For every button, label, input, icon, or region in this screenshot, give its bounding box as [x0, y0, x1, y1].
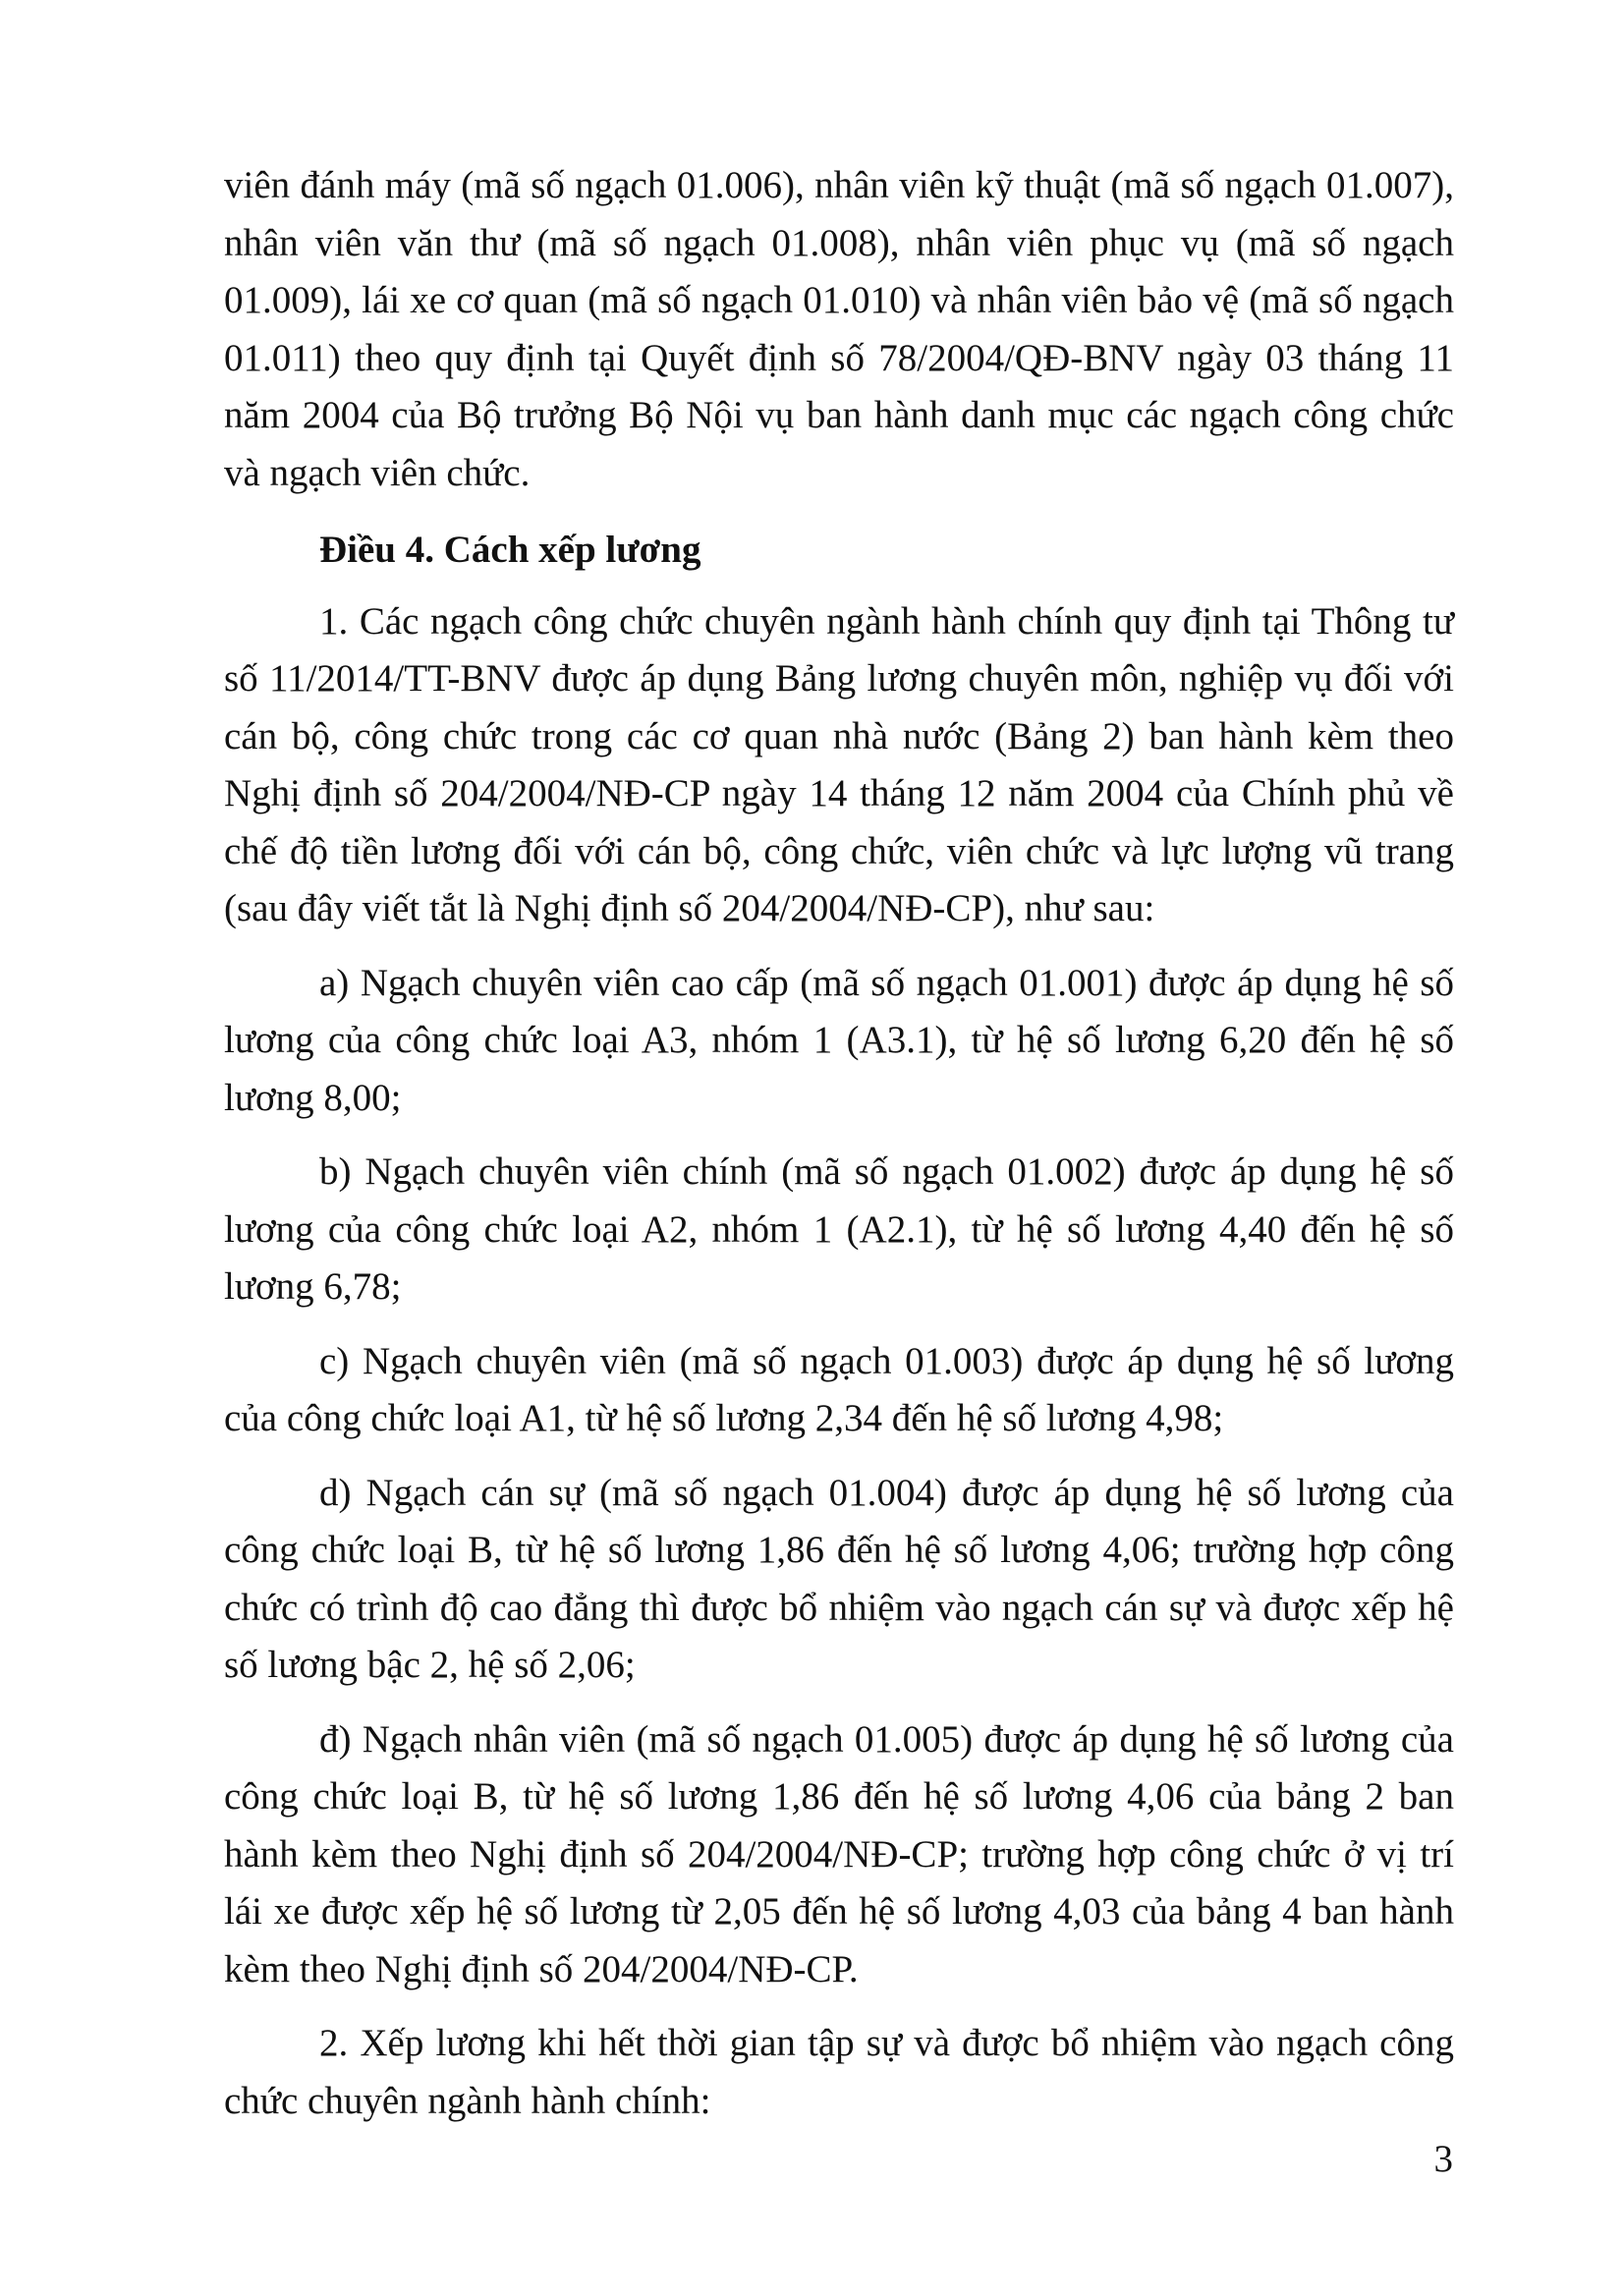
clause-2-paragraph: 2. Xếp lương khi hết thời gian tập sự và được bổ nhiệm vào ngạch công chức chuyên ngành hành chính: [224, 2022, 1454, 2122]
item-d-paragraph: d) Ngạch cán sự (mã số ngạch 01.004) được áp dụng hệ số lương của công chức loại B, từ hệ số lương 1,86 đến hệ số lương 4,06; trường hợp công chức có trình độ cao đẳng thì được bổ nhiệm vào ngạch cán sự và được xếp hệ số lương bậc 2, hệ số 2,06; [224, 1471, 1454, 1686]
item-a-paragraph: a) Ngạch chuyên viên cao cấp (mã số ngạch 01.001) được áp dụng hệ số lương của công chức loại A3, nhóm 1 (A3.1), từ hệ số lương 6,20 đến hệ số lương 8,00; [224, 961, 1454, 1119]
page-number: 3 [1433, 2138, 1453, 2180]
clause-1-paragraph: 1. Các ngạch công chức chuyên ngành hành chính quy định tại Thông tư số 11/2014/TT-BNV được áp dụng Bảng lương chuyên môn, nghiệp vụ đối với cán bộ, công chức trong các cơ quan nhà nước (Bảng 2) ban hành kèm theo Nghị định số 204/2004/NĐ-CP ngày 14 tháng 12 năm 2004 của Chính phủ về chế độ tiền lương đối với cán bộ, công chức, viên chức và lực lượng vũ trang (sau đây viết tắt là Nghị định số 204/2004/NĐ-CP), như sau: [224, 599, 1454, 929]
article-4-heading: Điều 4. Cách xếp lương [319, 529, 701, 571]
paragraph-continuation: viên đánh máy (mã số ngạch 01.006), nhân viên kỹ thuật (mã số ngạch 01.007), nhân viên văn thư (mã số ngạch 01.008), nhân viên phục vụ (mã số ngạch 01.009), lái xe cơ quan (mã số ngạch 01.010) và nhân viên bảo vệ (mã số ngạch 01.011) theo quy định tại Quyết định số 78/2004/QĐ-BNV ngày 03 tháng 11 năm 2004 của Bộ trưởng Bộ Nội vụ ban hành danh mục các ngạch công chức và ngạch viên chức. [224, 164, 1454, 494]
item-b-paragraph: b) Ngạch chuyên viên chính (mã số ngạch 01.002) được áp dụng hệ số lương của công chức loại A2, nhóm 1 (A2.1), từ hệ số lương 4,40 đến hệ số lương 6,78; [224, 1150, 1454, 1308]
document-body [224, 157, 1454, 2130]
item-dd-paragraph: đ) Ngạch nhân viên (mã số ngạch 01.005) được áp dụng hệ số lương của công chức loại B, từ hệ số lương 1,86 đến hệ số lương 4,06 của bảng 2 ban hành kèm theo Nghị định số 204/2004/NĐ-CP; trường hợp công chức ở vị trí lái xe được xếp hệ số lương từ 2,05 đến hệ số lương 4,03 của bảng 4 ban hành kèm theo Nghị định số 204/2004/NĐ-CP. [224, 1717, 1454, 1990]
item-c-paragraph: c) Ngạch chuyên viên (mã số ngạch 01.003) được áp dụng hệ số lương của công chức loại A1, từ hệ số lương 2,34 đến hệ số lương 4,98; [224, 1339, 1454, 1439]
